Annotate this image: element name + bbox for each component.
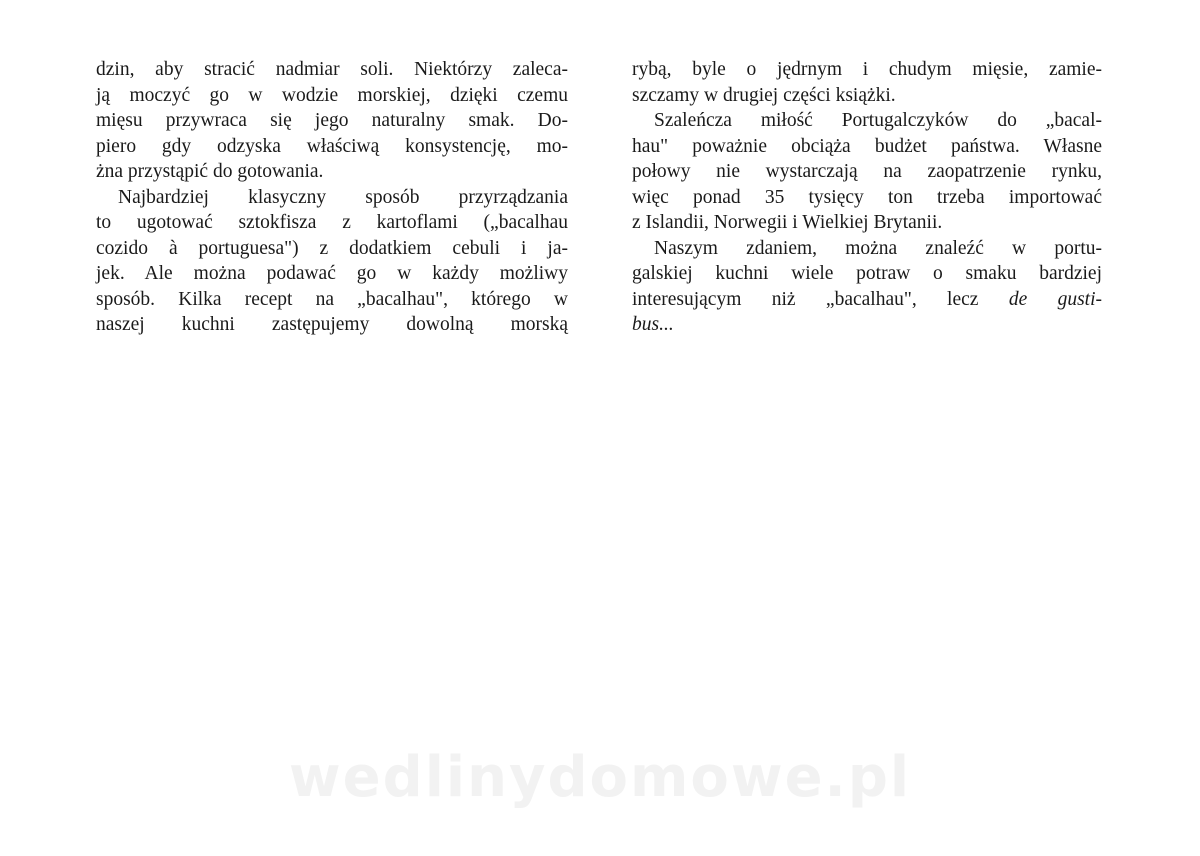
text-line: mięsu przywraca się jego naturalny smak. Do- [96, 110, 568, 131]
text-line: Szaleńcza miłość Portugalczyków do „bacal- [654, 110, 1102, 131]
text-line: dzin, aby stracić nadmiar soli. Niektórzy zaleca- [96, 59, 568, 80]
text-line: Naszym zdaniem, można znaleźć w portu- [654, 237, 1102, 259]
italic-phrase: bus... [632, 314, 674, 335]
right-column [632, 57, 1102, 338]
text-line [632, 312, 1102, 338]
text-line: piero gdy odzyska właściwą konsystencję, mo- [96, 135, 568, 157]
text-run: interesującym niż „bacalhau", lecz [632, 288, 1009, 310]
text-line: galskiej kuchni wiele potraw o smaku bardziej [632, 263, 1102, 284]
italic-phrase: de gusti- [1008, 288, 1102, 310]
text-line: naszej kuchni zastępujemy dowolną morską [96, 314, 568, 335]
text-line: sposób. Kilka recept na „bacalhau", którego w [96, 288, 568, 310]
text-line: szczamy w drugiej części książki. [632, 84, 896, 106]
left-column [96, 57, 568, 338]
text-line: z Islandii, Norwegii i Wielkiej Brytanii. [632, 212, 943, 233]
text-line: to ugotować sztokfisza z kartoflami („bacalhau [96, 212, 568, 233]
text-line: połowy nie wystarczają na zaopatrzenie rynku, [632, 161, 1102, 182]
text-line: rybą, byle o jędrnym i chudym mięsie, zamie- [632, 59, 1102, 80]
text-line: więc ponad 35 tysięcy ton trzeba importować [632, 186, 1102, 208]
text-line: hau" poważnie obciąża budżet państwa. Własne [632, 135, 1102, 157]
text-line: jek. Ale można podawać go w każdy możliwy [96, 263, 568, 284]
text-line: żna przystąpić do gotowania. [96, 161, 324, 182]
text-line: ją moczyć go w wodzie morskiej, dzięki czemu [96, 84, 568, 106]
text-line-mixed [632, 287, 1102, 313]
text-line: cozido à portuguesa") z dodatkiem cebuli i ja- [96, 237, 568, 259]
watermark: wedlinydomowe.pl [288, 745, 912, 810]
text-line: Najbardziej klasyczny sposób przyrządzania [118, 186, 568, 208]
